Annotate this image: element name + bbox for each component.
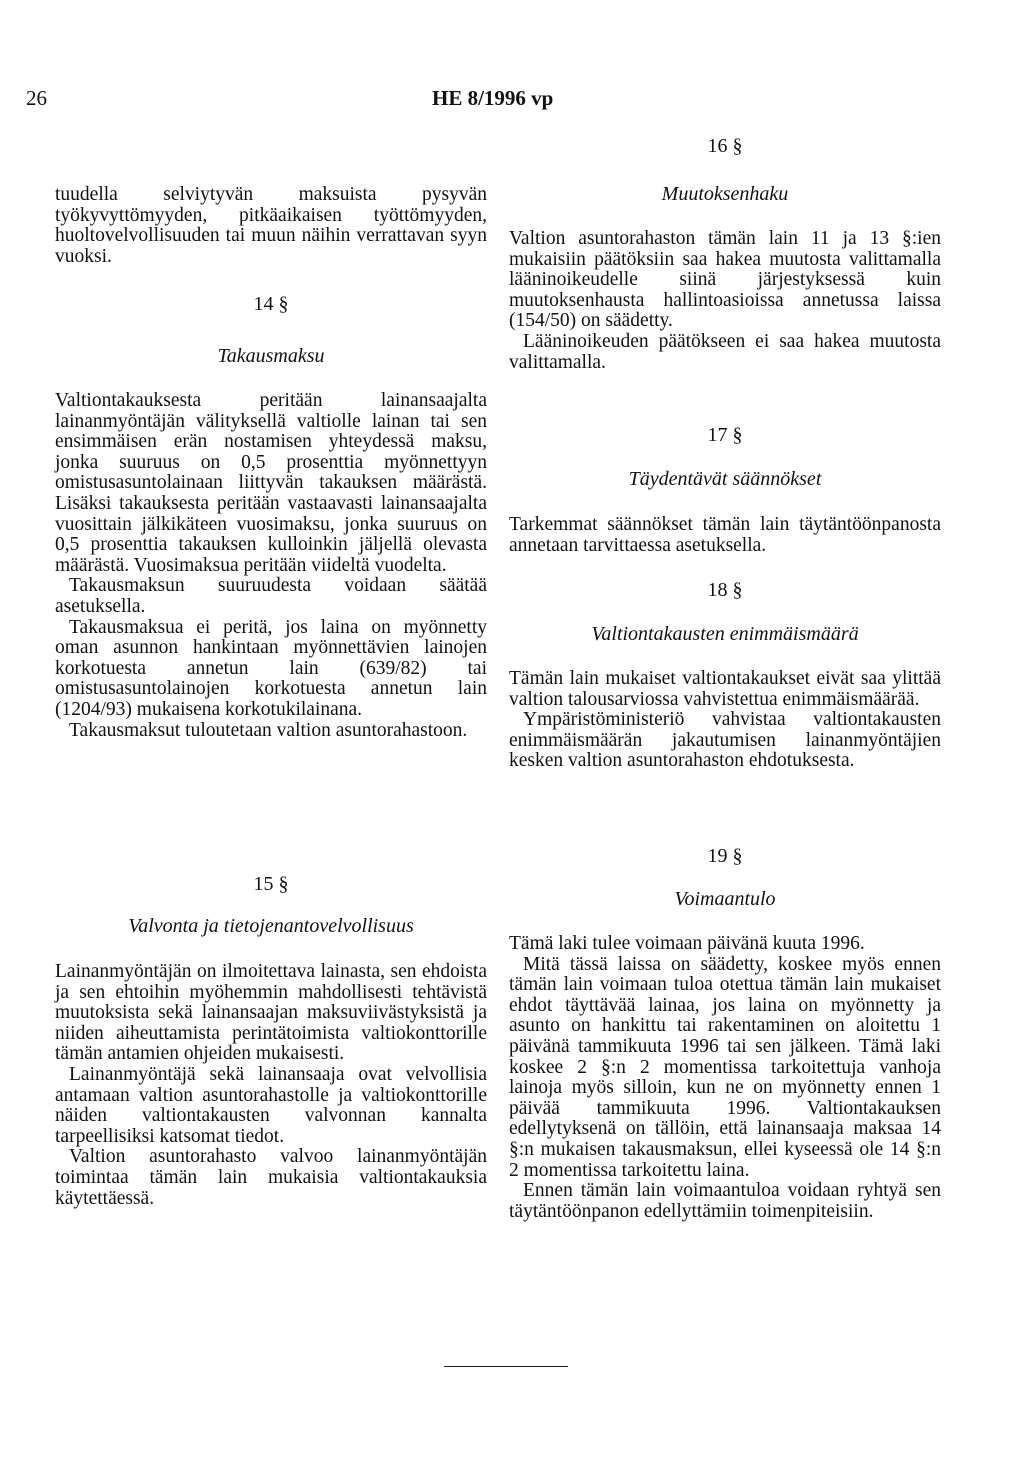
paragraph: Lainanmyöntäjä sekä lainansaaja ovat velvollisia antamaan valtion asuntorahastolle ja valtiokonttorille näiden valtiontakausten valvonnan kannalta tarpeellisiksi katsomat tiedot. <box>55 1063 487 1147</box>
paragraph: Takausmaksut tuloutetaan valtion asuntorahastoon. <box>69 719 468 741</box>
paragraph: Tämä laki tulee voimaan päivänä kuuta 1996. <box>509 933 865 954</box>
paragraph: Lainanmyöntäjän on ilmoitettava lainasta, sen ehdoista ja sen ehtoihin myöhemmin mahdollisesti tehtävistä muutoksista sekä lainansaajan maksuviivästyksistä ja niiden aiheuttamista perintätoimista valtiokonttorille tämän antamien ohjeiden mukaisesti. <box>55 961 487 1065</box>
paragraph: Takausmaksua ei peritä, jos laina on myönnetty oman asunnon hankintaan myönnettävien lainojen korkotuesta annetun lain (639/82) tai omistusasuntolainojen korkotuesta annetun lain (1204/93) mukaisena korkotukilainana. <box>55 616 487 720</box>
running-title: HE 8/1996 vp <box>432 86 554 110</box>
footer-rule <box>444 1366 568 1367</box>
section-18-title: Valtiontakausten enimmäismäärä <box>591 623 859 645</box>
paragraph: Ympäristöministeriö vahvistaa valtiontakausten enimmäismäärän jakautumisen lainanmyöntäjien kesken valtion asuntorahaston ehdotuksesta. <box>509 709 941 772</box>
paragraph: Valtion asuntorahasto valvoo lainanmyöntäjän toimintaa tämän lain mukaisia valtiontakauksia käytettäessä. <box>55 1146 487 1209</box>
paragraph: Lääninoikeuden päätökseen ei saa hakea muutosta valittamalla. <box>509 330 941 373</box>
page-number: 26 <box>26 86 47 110</box>
section-18-number: 18 § <box>707 579 743 601</box>
section-19-title: Voimaantulo <box>674 888 776 910</box>
section-15-number: 15 § <box>253 873 289 895</box>
paragraph: Tarkemmat säännökset tämän lain täytäntöönpanosta annetaan tarvittaessa asetuksella. <box>509 514 941 556</box>
section-14-body <box>55 391 487 741</box>
section-17-number: 17 § <box>707 424 743 446</box>
paragraph: Takausmaksun suuruudesta voidaan säätää asetuksella. <box>55 575 487 617</box>
page-header <box>0 86 1024 116</box>
paragraph: Mitä tässä laissa on säädetty, koskee myös ennen tämän lain voimaan tuloa otettua tämän lain mukaiset ehdot täyttävää lainaa, jos laina on myönnetty ja asunto on hankittu tai rakentaminen on aloitettu 1 päivänä tammikuuta 1996 tai sen jälkeen. Tämä laki koskee 2 §:n 2 momentissa tarkoitettuja vanhoja lainoja myös silloin, kun ne on myönnetty ennen 1 päivää tammikuuta 1996. Valtiontakauksen edellytyksenä on tällöin, että lainansaaja maksaa 14 §:n mukaisen takausmaksun, ellei kyseessä ole 14 §:n 2 momentissa tarkoitettu laina. <box>509 953 941 1181</box>
section-16-number: 16 § <box>707 135 743 157</box>
paragraph: Valtiontakauksesta peritään lainansaajalta lainanmyöntäjän välityksellä valtiolle lainan tai sen ensimmäisen erän nostamisen yhteydessä maksu, jonka suuruus on 0,5 prosenttia myönnettyyn omistusasuntolainaan liittyvän takauksen määrästä. Lisäksi takauksesta peritään vastaavasti lainansaajalta vuosittain jälkikäteen vuosimaksu, jonka suuruus on 0,5 prosenttia takauksen kulloinkin jäljellä olevasta määrästä. Vuosimaksua peritään viideltä vuodelta. <box>55 390 487 576</box>
section-14-title: Takausmaksu <box>217 345 325 367</box>
section-14-number: 14 § <box>253 293 289 315</box>
paragraph: Valtion asuntorahaston tämän lain 11 ja 13 §:ien mukaisiin päätöksiin saa hakea muutosta valittamalla lääninoikeudelle siinä järjestyksessä kuin muutoksenhausta hallintoasioissa annetussa laissa (154/50) on säädetty. <box>509 228 941 332</box>
section-17-body <box>509 515 941 556</box>
section-18-body <box>509 669 941 772</box>
paragraph: Tämän lain mukaiset valtiontakaukset eivät saa ylittää valtion talousarviossa vahvistettua enimmäismäärää. <box>509 668 941 710</box>
section-19-body <box>509 934 941 1222</box>
section-16-title: Muutoksenhaku <box>661 183 789 205</box>
section-19-number: 19 § <box>707 845 743 867</box>
section-17-title: Täydentävät säännökset <box>628 468 822 490</box>
section-15-body <box>55 962 487 1209</box>
section-16-body <box>509 229 941 373</box>
section-15-title: Valvonta ja tietojenantovelvollisuus <box>128 915 414 937</box>
intro-paragraph: tuudella selviytyvän maksuista pysyvän työkyvyttömyyden, pitkäaikaisen työttömyyden, huoltovelvollisuuden tai muun näihin verrattavan syyn vuoksi. <box>55 184 487 267</box>
paragraph: Ennen tämän lain voimaantuloa voidaan ryhtyä sen täytäntöönpanon edellyttämiin toimenpiteisiin. <box>509 1180 941 1222</box>
